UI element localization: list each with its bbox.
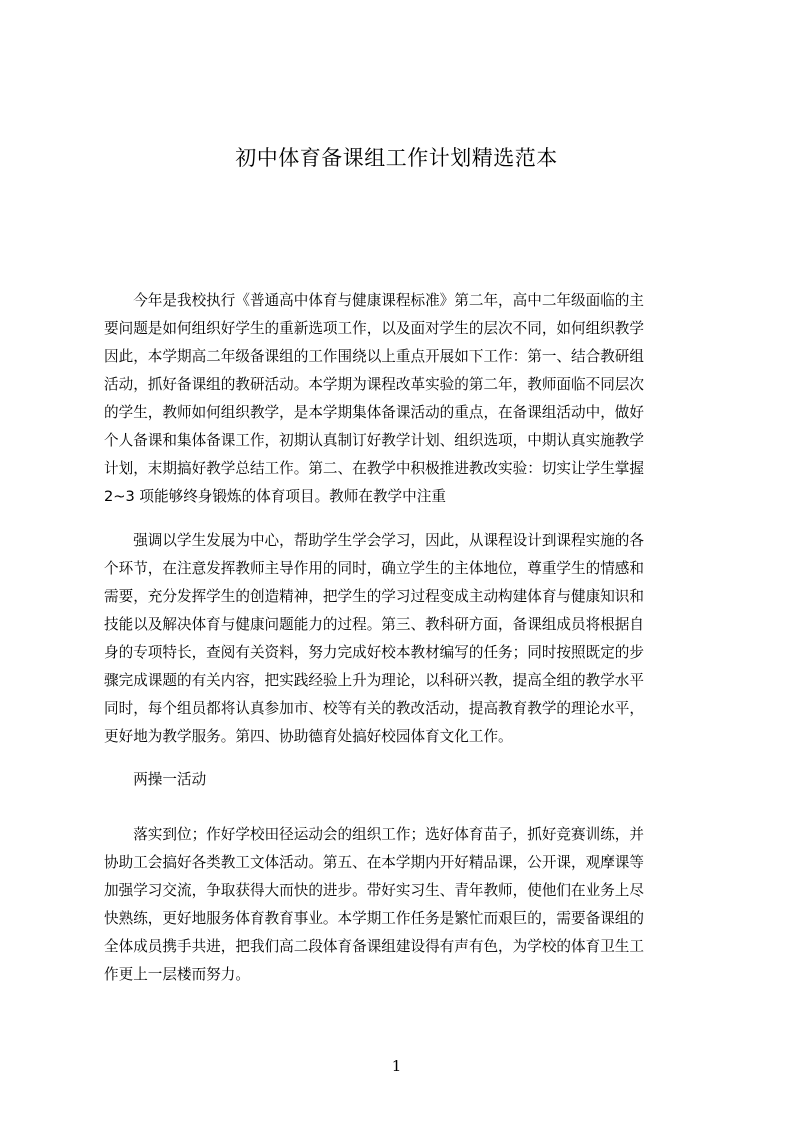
paragraph-line: 的学生，教师如何组织教学，是本学期集体备课活动的重点，在备课组活动中，做好 (104, 404, 644, 421)
document-title: 初中体育备课组工作计划精选范本 (235, 146, 558, 170)
paragraph-line: 个人备课和集体备课工作，初期认真制订好教学计划、组织选项，中期认真实施教学 (104, 432, 644, 449)
paragraph-2 (104, 527, 700, 751)
paragraph-line: 要问题是如何组织好学生的重新选项工作，以及面对学生的层次不同，如何组织教学 (104, 320, 644, 337)
paragraph-line: 协助工会搞好各类教工文体活动。第五、在本学期内开好精品课，公开课，观摩课等 (104, 854, 644, 871)
paragraph-line: 今年是我校执行《普通高中体育与健康课程标准》第二年，高中二年级面临的主 (104, 292, 644, 309)
paragraph-line: 个环节，在注意发挥教师主导作用的同时，确立学生的主体地位，尊重学生的情感和 (104, 560, 644, 577)
paragraph-line: 强调以学生发展为中心，帮助学生学会学习，因此，从课程设计到课程实施的各 (104, 532, 644, 549)
paragraph-4 (104, 821, 700, 989)
paragraph-1 (104, 287, 700, 511)
paragraph-line: 2~3 项能够终身锻炼的体育项目。教师在教学中注重 (104, 488, 446, 505)
paragraph-3 (104, 766, 700, 794)
paragraph-line: 技能以及解决体育与健康问题能力的过程。第三、教科研方面，备课组成员将根据自 (104, 616, 644, 633)
paragraph-line: 因此，本学期高二年级备课组的工作围绕以上重点开展如下工作：第一、结合教研组 (104, 348, 644, 365)
paragraph-line: 活动，抓好备课组的教研活动。本学期为课程改革实验的第二年，教师面临不同层次 (104, 376, 644, 393)
paragraph-line: 两操一活动 (104, 771, 207, 788)
paragraph-line: 骤完成课题的有关内容，把实践经验上升为理论，以科研兴教，提高全组的教学水平 (104, 672, 644, 689)
paragraph-line: 快熟练，更好地服务体育教育事业。本学期工作任务是繁忙而艰巨的，需要备课组的 (104, 910, 644, 927)
paragraph-line: 加强学习交流，争取获得大而快的进步。带好实习生、青年教师，使他们在业务上尽 (104, 882, 644, 899)
paragraph-line: 更好地为教学服务。第四、协助德育处搞好校园体育文化工作。 (104, 728, 513, 745)
page-number: 1 (391, 1057, 402, 1075)
paragraph-line: 作更上一层楼而努力。 (104, 966, 250, 983)
paragraph-line: 需要，充分发挥学生的创造精神，把学生的学习过程变成主动构建体育与健康知识和 (104, 588, 644, 605)
paragraph-line: 身的专项特长，查阅有关资料，努力完成好校本教材编写的任务；同时按照既定的步 (104, 644, 644, 661)
paragraph-line: 落实到位；作好学校田径运动会的组织工作；选好体育苗子，抓好竞赛训练，并 (104, 826, 644, 843)
paragraph-line: 同时，每个组员都将认真参加市、校等有关的教改活动，提高教育教学的理论水平， (104, 700, 644, 717)
paragraph-line: 全体成员携手共进，把我们高二段体育备课组建设得有声有色，为学校的体育卫生工 (104, 938, 644, 955)
paragraph-line: 计划，末期搞好教学总结工作。第二、在教学中积极推进教改实验：切实让学生掌握 (104, 460, 644, 477)
